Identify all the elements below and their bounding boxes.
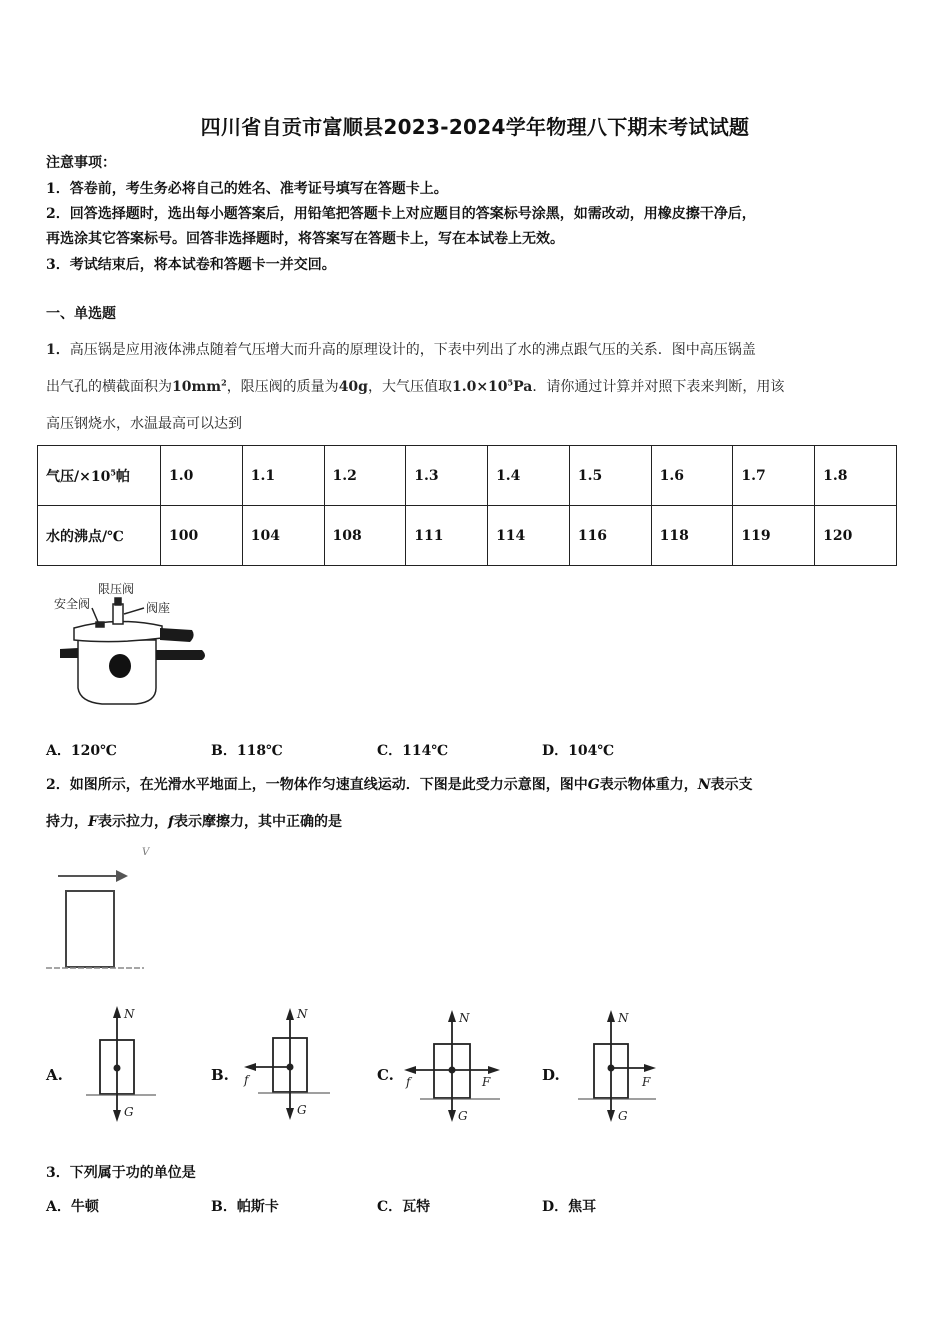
boiling-point-table — [37, 445, 897, 566]
q2-option-c-diagram — [400, 1004, 510, 1124]
notice-heading: 注意事项： — [46, 155, 116, 171]
q2-option-a-diagram — [86, 1004, 166, 1124]
svg-text:f: f — [244, 1073, 249, 1087]
question-2-line-1: 2．如图所示，在光滑水平地面上，一物体作匀速直线运动．下图是此受力示意图，图中G表示物体重力，N表示支 — [46, 777, 753, 793]
block-velocity-icon — [40, 842, 200, 977]
question-1-line-3: 高压钢烧水，水温最高可以达到 — [46, 416, 242, 432]
table-cell: 1.8 — [815, 446, 897, 506]
svg-text:N: N — [459, 1011, 470, 1025]
q1-option-a: A．120℃ — [46, 743, 117, 759]
force-diagram-c-icon — [400, 1004, 510, 1124]
page-title: 四川省自贡市富顺县2023-2024学年物理八下期末考试试题 — [200, 115, 750, 139]
table-cell: 108 — [324, 506, 406, 566]
table-cell: 1.5 — [569, 446, 651, 506]
table-cell: 114 — [488, 506, 570, 566]
q2-option-a-label: A. — [46, 1066, 63, 1084]
row-header-pressure: 气压$/\times 10^5$帕 — [38, 446, 161, 506]
svg-text:G: G — [124, 1105, 134, 1119]
svg-text:F: F — [482, 1075, 491, 1089]
question-1-line-2: 出气孔的横截面积为$10mm^2$，限压阀的质量为40g，大气压值取$1.0\times 10^5Pa$．请你通过计算并对照下表来判断，用该 — [46, 377, 785, 395]
q3-option-b: B．帕斯卡 — [211, 1199, 279, 1215]
q1-option-b: B．118℃ — [211, 743, 283, 759]
q3-option-a: A．牛顿 — [46, 1199, 99, 1215]
row-header-boiling: 水的沸点/℃ — [38, 506, 161, 566]
table-row — [38, 446, 897, 506]
question-2-line-2: 持力，F表示拉力，f表示摩擦力，其中正确的是 — [46, 814, 342, 830]
table-cell: 120 — [815, 506, 897, 566]
q2-option-b-diagram — [240, 1004, 340, 1124]
q2-option-c-label: C. — [377, 1066, 394, 1084]
svg-text:安全阀: 安全阀 — [54, 597, 91, 611]
table-cell: 111 — [406, 506, 488, 566]
table-cell: 118 — [651, 506, 733, 566]
pressure-cooker-icon — [40, 578, 240, 713]
notice-item: 3．考试结束后，将本试卷和答题卡一并交回。 — [46, 257, 336, 273]
table-cell: 119 — [733, 506, 815, 566]
svg-text:G: G — [618, 1109, 628, 1123]
svg-text:G: G — [297, 1103, 307, 1117]
pressure-cooker-figure — [40, 578, 240, 713]
table-cell: 1.6 — [651, 446, 733, 506]
notice-item: 2．回答选择题时，选出每小题答案后，用铅笔把答题卡上对应题目的答案标号涂黑，如需改动，用橡皮擦干净后， — [46, 206, 756, 222]
q3-option-d: D．焦耳 — [542, 1199, 597, 1215]
table-cell: 1.7 — [733, 446, 815, 506]
table-cell: 116 — [569, 506, 651, 566]
force-diagram-d-icon — [570, 1004, 670, 1124]
table-cell: 104 — [242, 506, 324, 566]
q1-option-d: D．104℃ — [542, 743, 615, 759]
table-cell: 1.0 — [161, 446, 243, 506]
question-1-line-1: 1．高压锅是应用液体沸点随着气压增大而升高的原理设计的，下表中列出了水的沸点跟气压的关系．图中高压锅盖 — [46, 342, 756, 358]
svg-text:阀座: 阀座 — [146, 601, 171, 615]
svg-text:F: F — [642, 1075, 651, 1089]
q2-option-b-label: B. — [211, 1066, 229, 1084]
question-number: 1． — [46, 342, 70, 358]
svg-text:G: G — [458, 1109, 468, 1123]
table-cell: 1.3 — [406, 446, 488, 506]
q3-option-c: C．瓦特 — [377, 1199, 431, 1215]
table-row — [38, 506, 897, 566]
table-cell: 1.4 — [488, 446, 570, 506]
notice-item: 1．答卷前，考生务必将自己的姓名、准考证号填写在答题卡上。 — [46, 181, 448, 197]
notice-item: 再选涂其它答案标号。回答非选择题时，将答案写在答题卡上，写在本试卷上无效。 — [46, 231, 564, 247]
table-cell: 100 — [161, 506, 243, 566]
question-3: 3．下列属于功的单位是 — [46, 1165, 196, 1181]
q2-option-d-label: D. — [542, 1066, 560, 1084]
force-diagram-b-icon — [240, 1004, 340, 1124]
table-cell: 1.1 — [242, 446, 324, 506]
q2-option-d-diagram — [570, 1004, 670, 1124]
force-diagram-a-icon — [86, 1004, 166, 1124]
motion-figure — [40, 842, 200, 977]
svg-text:限压阀: 限压阀 — [98, 582, 135, 596]
svg-text:N: N — [618, 1011, 629, 1025]
svg-text:f: f — [406, 1075, 411, 1089]
svg-text:N: N — [124, 1007, 135, 1021]
table-cell: 1.2 — [324, 446, 406, 506]
svg-text:V: V — [142, 847, 150, 858]
q1-option-c: C．114℃ — [377, 743, 449, 759]
svg-text:N: N — [297, 1007, 308, 1021]
section-heading: 一、单选题 — [46, 306, 116, 322]
